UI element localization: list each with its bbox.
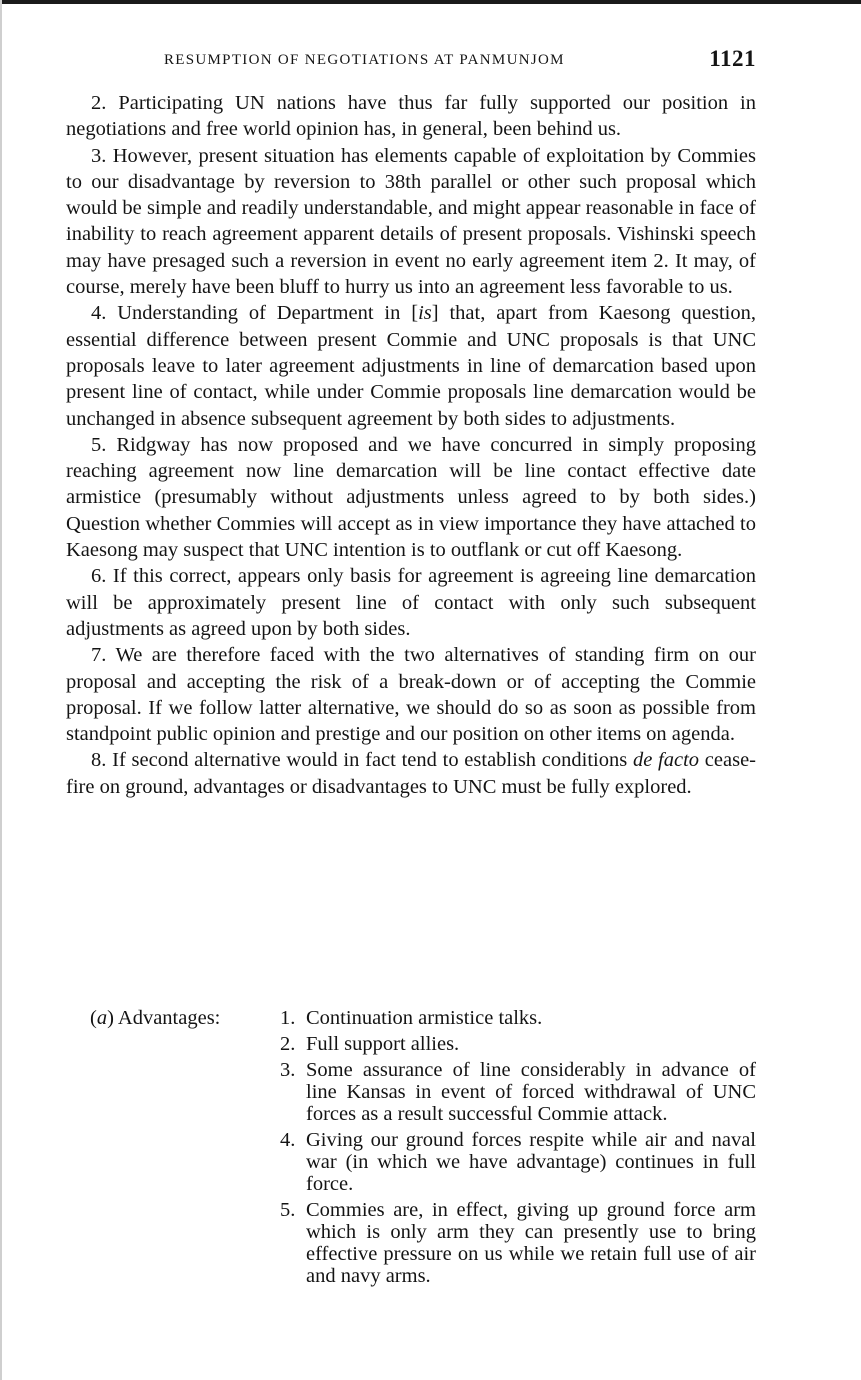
paragraph-8-text-end: cease-fire on ground, advantages or disadvantages to UNC must be fully explored. [66, 749, 756, 798]
list-item-number: 1. [280, 1007, 296, 1029]
label-text: ) Advantages: [107, 1007, 221, 1029]
latin-phrase: de facto [632, 749, 700, 772]
paragraph-5: 5. Ridgway has now proposed and we have concurred in simply proposing reaching agreement now line demarcation will be line contact effective date armistice (presumably without adjustments unless agreed to by both sides.) Question whether Commies will accept as in view importance they have attached to Kaesong may suspect that UNC intention is to outflank or cut off Kaesong. [66, 433, 756, 562]
paragraph-2: 2. Participating UN nations have thus far fully supported our position in negotiations and free world opinion has, in general, been behind us. [66, 92, 756, 141]
advantages-label [90, 1007, 220, 1029]
paragraph-7: 7. We are therefore faced with the two alternatives of standing firm on our proposal and accepting the risk of a break-down or of accepting the Commie proposal. If we follow latter alternative, we should do so as soon as possible from standpoint public opinion and prestige and our position on other items on agenda. [66, 644, 756, 746]
list-item-text: Some assurance of line considerably in advance of line Kansas in event of forced withdrawal of UNC forces as a result successful Commie attack. [306, 1059, 756, 1125]
page-number: 1121 [709, 46, 756, 71]
page-header [66, 46, 756, 76]
paragraph-8-text-start: 8. If second alternative would in fact tend to establish conditions [91, 749, 633, 772]
paragraph-3: 3. However, present situation has elements capable of exploitation by Commies to our disadvantage by reversion to 38th parallel or other such proposal which would be simple and readily understandable, and might appear reasonable in face of inability to reach agreement apparent details of present proposals. Vishinski speech may have presaged such a reversion in event no early agreement item 2. It may, of course, merely have been bluff to hurry us into an agreement less favorable to us. [66, 144, 756, 299]
left-scan-edge [0, 0, 2, 1380]
list-item-number: 3. [280, 1059, 296, 1081]
advantages-list [280, 1007, 756, 1291]
list-item-number: 2. [280, 1033, 296, 1055]
document-body [66, 90, 756, 800]
paragraph-4-text-end: ] that, apart from Kaesong question, essential difference between present Commie and UNC proposals is that UNC proposals leave to later agreement adjustments in line of demarcation based upon present line of contact, while under Commie proposals line demarcation would be unchanged in absence subsequent agreement by both sides to adjustments. [66, 302, 756, 430]
list-item [280, 1033, 756, 1055]
list-item [280, 1199, 756, 1287]
list-item-text: Giving our ground forces respite while air and naval war (in which we have advantage) continues in full force. [306, 1129, 756, 1195]
list-item-text: Continuation armistice talks. [306, 1007, 543, 1029]
list-item-number: 4. [280, 1129, 296, 1151]
list-item [280, 1007, 756, 1029]
top-border-rule [0, 0, 861, 4]
list-item-text: Commies are, in effect, giving up ground force arm which is only arm they can presently use to bring effective pressure on us while we retain full use of air and navy arms. [306, 1199, 756, 1287]
paragraph-4 [66, 300, 756, 431]
paragraph-6: 6. If this correct, appears only basis for agreement is agreeing line demarcation will be approximately present line of contact with only such subsequent adjustments as agreed upon by both sides. [66, 565, 756, 640]
paragraph-8 [66, 747, 756, 800]
list-item [280, 1059, 756, 1125]
list-item-text: Full support allies. [306, 1033, 460, 1055]
running-head: RESUMPTION OF NEGOTIATIONS AT PANMUNJOM [164, 52, 565, 68]
label-open-paren: ( [90, 1007, 97, 1029]
label-letter: a [96, 1007, 108, 1029]
list-item [280, 1129, 756, 1195]
paragraph-4-text-start: 4. Understanding of Department in [ [91, 302, 419, 325]
editorial-insertion: is [418, 302, 432, 325]
list-item-number: 5. [280, 1199, 296, 1221]
